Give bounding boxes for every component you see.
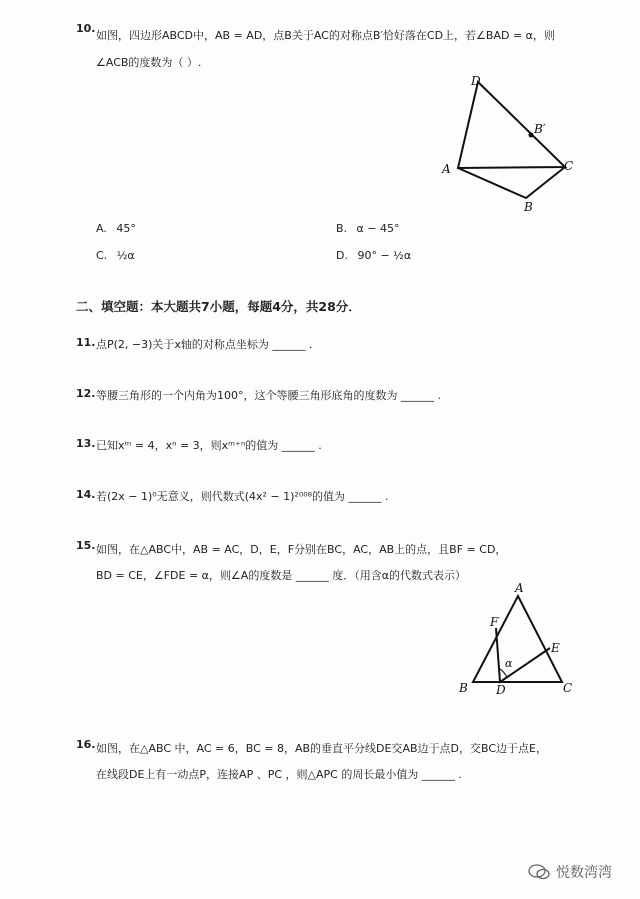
q15-label-a: A — [515, 582, 524, 595]
q10-label-c: C — [564, 159, 574, 173]
q10-text-line2: ∠ACB的度数为（ ）. — [96, 56, 202, 69]
option-text: 45° — [116, 222, 136, 235]
q15-label-c: C — [563, 681, 573, 695]
q15-figure — [455, 582, 585, 702]
option-letter: B. — [336, 222, 348, 235]
q10-option-c[interactable] — [96, 249, 135, 262]
q12-text: 等腰三角形的一个内角为100°，这个等腰三角形底角的度数为 ______ . — [96, 389, 441, 402]
q10-label-b: B — [524, 200, 533, 214]
q10-point-bprime — [529, 133, 534, 138]
q10-lines-abc — [458, 167, 565, 198]
q15-label-e: E — [551, 641, 560, 655]
q10-triangle-adc — [458, 82, 565, 168]
q10-option-d[interactable] — [336, 249, 411, 262]
q10-option-b[interactable] — [336, 222, 400, 235]
q10-option-a[interactable] — [96, 222, 136, 235]
q13-number: 13. — [76, 437, 96, 450]
wechat-icon — [528, 864, 550, 880]
q15-label-d: D — [496, 683, 506, 697]
option-letter: A. — [96, 222, 107, 235]
q10-number: 10. — [76, 22, 96, 35]
q16-text-line1: 如图，在△ABC 中，AC = 6，BC = 8，AB的垂直平分线DE交AB边于点D，交BC边于点E， — [96, 742, 547, 755]
q15-label-f: F — [490, 615, 499, 629]
option-text: ½α — [116, 249, 135, 262]
q16-text-line2: 在线段DE上有一动点P，连接AP 、PC ，则△APC 的周长最小值为 ______ . — [96, 768, 462, 781]
option-letter: D. — [336, 249, 348, 262]
option-letter: C. — [96, 249, 108, 262]
q15-text-line2: BD = CE，∠FDE = α，则∠A的度数是 ______ 度．（用含α的代数式表示） — [96, 569, 467, 582]
q15-text-line1: 如图，在△ABC中，AB = AC，D，E，F分别在BC，AC，AB上的点，且BF = CD， — [96, 543, 507, 556]
q12-number: 12. — [76, 387, 96, 400]
watermark — [528, 862, 612, 882]
q14-number: 14. — [76, 488, 96, 501]
q11-number: 11. — [76, 336, 96, 349]
watermark-text: 悦数湾湾 — [556, 865, 612, 881]
option-text: 90° − ½α — [357, 249, 412, 262]
q10-text-line1: 如图，四边形ABCD中，AB = AD，点B关于AC的对称点B′恰好落在CD上，若∠BAD = α，则 — [96, 29, 555, 42]
section-heading: 二、填空题：本大题共7小题，每题4分，共28分． — [76, 299, 361, 314]
q10-label-a: A — [442, 162, 451, 176]
q10-label-d: D — [471, 74, 481, 88]
q16-number: 16. — [76, 738, 96, 751]
q14-text: 若(2x − 1)⁰无意义，则代数式(4x² − 1)²⁰⁰⁸的值为 ______ . — [96, 490, 389, 503]
q10-label-bprime: B′ — [534, 122, 546, 136]
q13-text: 已知xᵐ = 4，xⁿ = 3，则xᵐ⁺ⁿ的值为 ______ . — [96, 439, 322, 452]
q15-number: 15. — [76, 539, 96, 552]
q10-figure — [430, 70, 590, 220]
q15-label-b: B — [459, 681, 468, 695]
q11-text: 点P(2, −3)关于x轴的对称点坐标为 ______ . — [96, 338, 313, 351]
option-text: α − 45° — [356, 222, 400, 235]
q15-label-alpha: α — [505, 657, 513, 670]
q15-angle-fde — [496, 628, 550, 682]
